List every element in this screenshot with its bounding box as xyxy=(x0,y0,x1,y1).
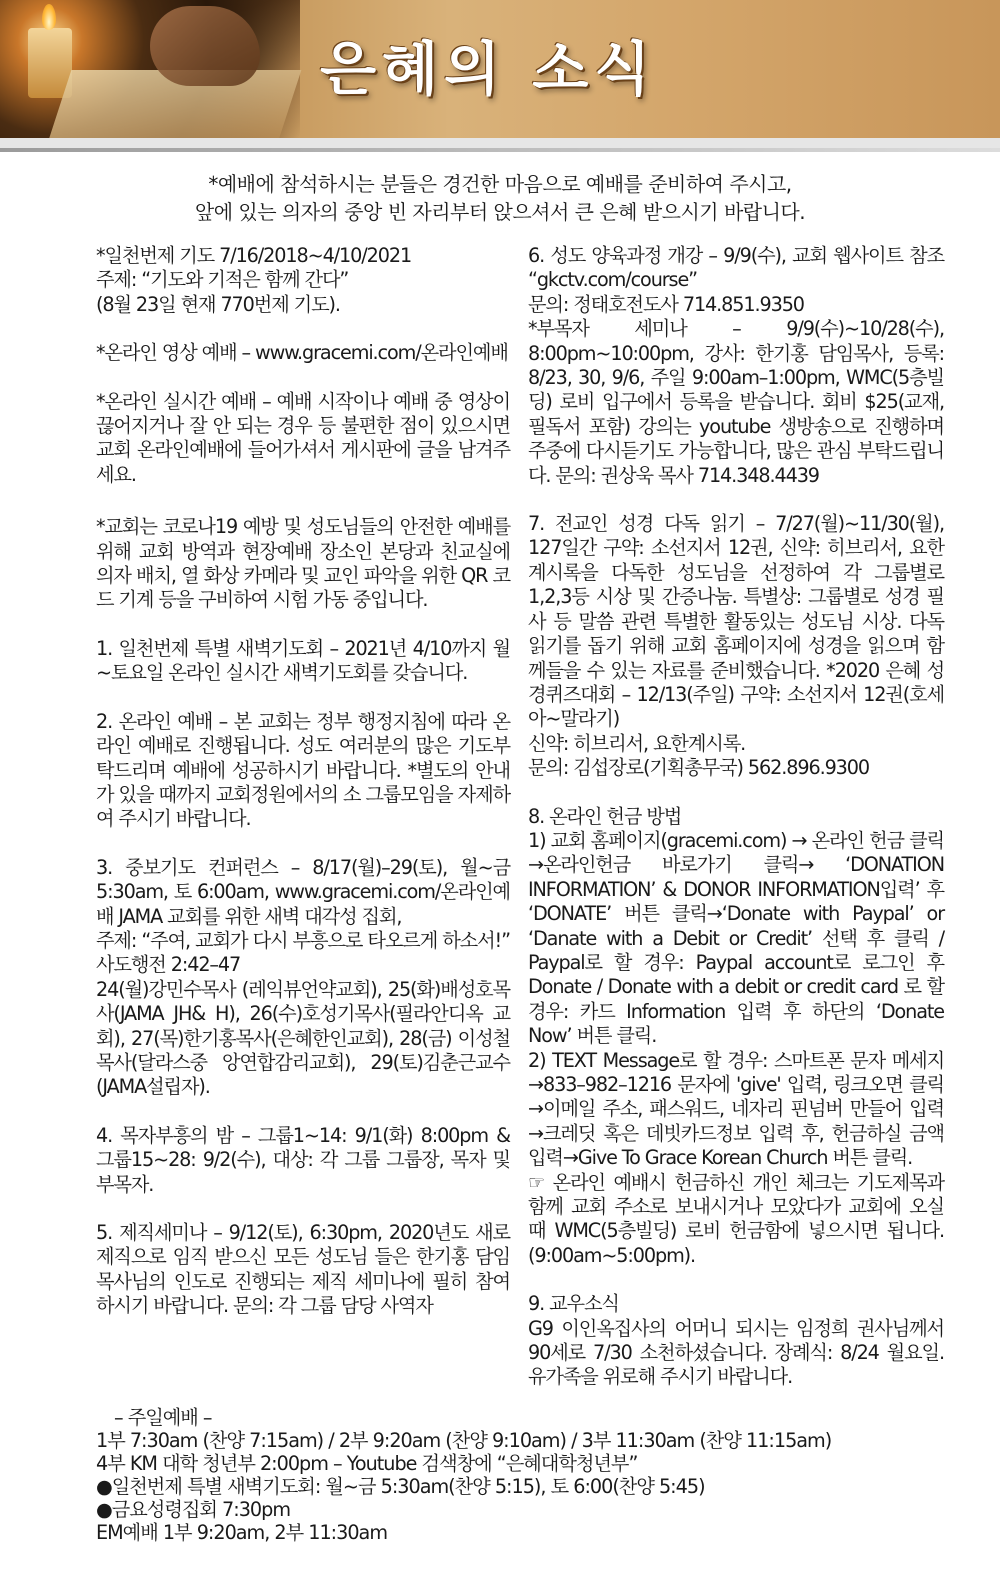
schedule-line: EM예배 1부 9:20am, 2부 11:30am xyxy=(96,1521,388,1544)
flame-icon xyxy=(42,4,56,30)
item-3-intercession-conference: 3. 중보기도 컨퍼런스 – 8/17(월)–29(토), 월~금 5:30am, 토 6:00am, www.gracemi.com/온라인예배 JAMA 교회를 위한 새벽 대각성 집회, xyxy=(96,855,510,928)
prayer-1000-count: (8월 23일 현재 770번제 기도). xyxy=(96,292,340,316)
left-column xyxy=(96,244,510,1319)
header-divider xyxy=(0,138,1000,148)
sub-shepherd-seminar: *부목자 세미나 – 9/9(수)~10/28(수), 8:00pm~10:00pm, 강사: 한기홍 담임목사, 등록: 8/23, 30, 9/6, 주일 9:00am–1:00pm, WMC(5층빌딩) 로비 입구에서 등록을 받습니다. 회비 $25(교재, 필독서 포함) 강의는 youtube 생방송으로 진행하며 주중에 다시듣기도 가능합니다, 많은 관심 부탁드립니다. 문의: 권상욱 목사 714.348.4439 xyxy=(528,317,944,487)
intro-line: *예배에 참석하시는 분들은 경건한 마음으로 예배를 준비하여 주시고, xyxy=(208,172,792,196)
page-header xyxy=(0,0,1000,138)
item-5-officer-seminar: 5. 제직세미나 – 9/12(토), 6:30pm, 2020년도 새로 제직으로 임직 받으신 모든 성도님 들은 한기홍 담임목사님의 인도로 진행되는 제직 세미나에 필히 참여 하시기 바랍니다. 문의: 각 그룹 담당 사역자 xyxy=(96,1221,510,1318)
item-3-theme: 주제: “주여, 교회가 다시 부흥으로 타오르게 하소서!” 사도행전 2:42–47 xyxy=(96,928,510,977)
intro-notice xyxy=(0,170,1000,226)
schedule-line: 1부 7:30am (찬양 7:15am) / 2부 9:20am (찬양 9:10am) / 3부 11:30am (찬양 11:15am) xyxy=(96,1429,832,1452)
prayer-1000-theme: 주제: “기도와 기적은 함께 간다” xyxy=(96,268,349,292)
schedule-heading: – 주일예배 – xyxy=(114,1406,212,1429)
online-live-worship: *온라인 실시간 예배 – 예배 시작이나 예배 중 영상이 끊어지거나 잘 안 되는 경우 등 불편한 점이 있으시면 교회 온라인예배에 들어가셔서 게시판에 글을 남겨주세요. xyxy=(96,389,510,486)
schedule-line: ●일천번제 특별 새벽기도회: 월~금 5:30am(찬양 5:15), 토 6:00(찬양 5:45) xyxy=(96,1475,705,1498)
item-7-contact: 문의: 김섭장로(기획총무국) 562.896.9300 xyxy=(528,756,869,780)
schedule-line: 4부 KM 대학 청년부 2:00pm – Youtube 검색창에 “은혜대학청년부” xyxy=(96,1452,638,1475)
item-9-news: G9 이인옥집사의 어머니 되시는 임정희 권사님께서 90세로 7/30 소천하셨습니다. 장례식: 8/24 월요일. 유가족을 위로해 주시기 바랍니다. xyxy=(528,1316,944,1389)
praying-hands-icon xyxy=(150,6,260,86)
prayer-1000-title: *일천번제 기도 7/16/2018~4/10/2021 xyxy=(96,244,412,267)
item-8-title: 8. 온라인 헌금 방법 xyxy=(528,804,682,828)
item-7-new-testament: 신약: 히브리서, 요한계시록. xyxy=(528,731,746,755)
item-6-contact: 문의: 정태호전도사 714.851.9350 xyxy=(528,292,804,316)
online-video-worship: *온라인 영상 예배 – www.gracemi.com/온라인예배 xyxy=(96,341,508,365)
item-9-title: 9. 교우소식 xyxy=(528,1292,619,1316)
covid-notice: *교회는 코로나19 예방 및 성도님들의 안전한 예배를 위해 교회 방역과 현장예배 장소인 본당과 친교실에 의자 배치, 열 화상 카메라 및 교인 파악을 위한 QR 코드 기계 등을 구비하여 시험 가동 중입니다. xyxy=(96,515,510,612)
item-6-discipleship: 6. 성도 양육과정 개강 – 9/9(수), 교회 웹사이트 참조 “gkctv.com/course” xyxy=(528,244,944,292)
item-4-shepherd-revival: 4. 목자부흥의 밤 – 그룹1~14: 9/1(화) 8:00pm & 그룹15~28: 9/2(수), 대상: 각 그룹 그룹장, 목자 및 부목자. xyxy=(96,1123,510,1196)
item-1-dawn-prayer: 1. 일천번제 특별 새벽기도회 – 2021년 4/10까지 월~토요일 온라인 실시간 새벽기도회를 갖습니다. xyxy=(96,636,510,685)
item-8-website-method: 1) 교회 홈페이지(gracemi.com) → 온라인 헌금 클릭→온라인헌금 바로가기 클릭→ ‘DONATION INFORMATION’ & DONOR INFORMATION입력’ 후 ‘DONATE’ 버튼 클릭→‘Donate with Paypal’ or ‘Danate with a Debit or Credit’ 선택 후 클릭 / Paypal로 할 경우: Paypal account로 로그인 후 Donate / Donate with a debit or credit card 로 할 경우: 카드 Information 입력 후 하단의 ‘Donate Now’ 버튼 클릭. xyxy=(528,828,944,1048)
right-column xyxy=(528,244,944,1390)
item-8-check-note: ☞ 온라인 예배시 헌금하신 개인 체크는 기도제목과 함께 교회 주소로 보내시거나 모았다가 교회에 오실 때 WMC(5층빌딩) 로비 헌금함에 넣으시면 됩니다. (9:00am~5:00pm). xyxy=(528,1170,944,1267)
item-3-speakers: 24(월)강민수목사 (레익뷰언약교회), 25(화)배성호목사(JAMA JH& H), 26(수)호성기목사(필라안디옥 교회), 27(목)한기홍목사(은혜한인교회), 28(금) 이성철목사(달라스중 앙연합감리교회), 29(토)김춘근교수(JAMA설립자). xyxy=(96,977,510,1099)
item-8-text-method: 2) TEXT Message로 할 경우: 스마트폰 문자 메세지→833–982–1216 문자에 'give' 입력, 링크오면 클릭→이메일 주소, 패스워드, 네자리 핀넘버 만들어 입력→크레딧 혹은 데빗카드정보 입력 후, 헌금하실 금액 입력→Give To Grace Korean Church 버튼 클릭. xyxy=(528,1048,944,1170)
item-2-online-worship: 2. 온라인 예배 – 본 교회는 정부 행정지침에 따라 온라인 예배로 진행됩니다. 성도 여러분의 많은 기도부탁드리며 예배에 성공하시기 바랍니다. *별도의 안내가 있을 때까지 교회정원에서의 소 그룹모임을 자제하여 주시기 바랍니다. xyxy=(96,709,510,831)
prayer-candle-photo xyxy=(0,0,300,138)
page-title: 은혜의 소식 xyxy=(320,35,657,103)
worship-schedule xyxy=(96,1406,956,1544)
schedule-line: ●금요성령집회 7:30pm xyxy=(96,1498,291,1521)
item-7-bible-reading: 7. 전교인 성경 다독 읽기 – 7/27(월)~11/30(월), 127일간 구약: 소선지서 12권, 신약: 히브리서, 요한계시록을 다독한 성도님을 선정하여 각 그룹별로 1,2,3등 시상 및 간증나눔. 특별상: 그룹별로 성경 필사 등 말씀 관련 특별한 활동있는 성도님 시상. 다독 읽기를 돕기 위해 교회 홈페이지에 성경을 읽으며 함께들을 수 있는 자료를 준비했습니다. *2020 은혜 성경퀴즈대회 – 12/13(주일) 구약: 소선지서 12권(호세아~말라기) xyxy=(528,512,944,731)
intro-line: 앞에 있는 의자의 중앙 빈 자리부터 앉으셔서 큰 은혜 받으시기 바랍니다. xyxy=(194,200,806,224)
header-divider-shadow xyxy=(0,148,1000,152)
